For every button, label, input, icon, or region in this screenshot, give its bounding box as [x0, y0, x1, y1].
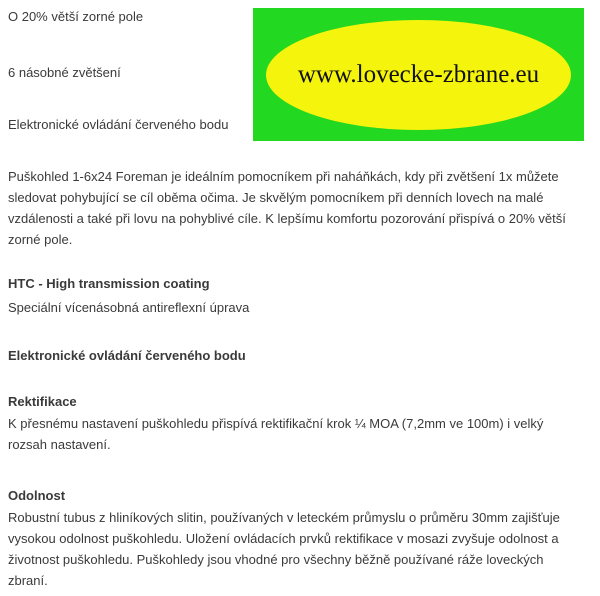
- odolnost-paragraph: [8, 507, 592, 591]
- text-line: vysokou odolnost puškohledu. Uložení ovládacích prvků rektifikace v mosazi zvyšuje odolnost a: [8, 531, 559, 546]
- text-line: Puškohled 1-6x24 Foreman je ideálním pomocníkem při naháňkách, kdy při zvětšení 1x můžete: [8, 169, 559, 184]
- text-line: zbraní.: [8, 573, 48, 588]
- text-line: životnost puškohledu. Puškohledy jsou vhodné pro všechny běžně používané ráže loveckých: [8, 552, 544, 567]
- rektifikace-title: Rektifikace: [8, 394, 77, 409]
- banner[interactable]: [253, 8, 584, 141]
- text-line: Robustní tubus z hliníkových slitin, používaných v leteckém průmyslu o průměru 30mm zajišťuje: [8, 510, 560, 525]
- htc-text: Speciální vícenásobná antireflexní úprava: [8, 300, 250, 315]
- feature-1: O 20% větší zorné pole: [8, 9, 144, 24]
- text-line: K přesnému nastavení puškohledu přispívá rektifikační krok ¼ MOA (7,2mm ve 100m) i velký: [8, 416, 544, 431]
- rektifikace-paragraph: [8, 413, 592, 455]
- odolnost-title: Odolnost: [8, 488, 66, 503]
- text-line: vzdálenosti a také při lovu na pohyblivé cíle. K lepšímu komfortu pozorování přispívá o 20% větší: [8, 211, 566, 226]
- text-line: sledovat pohybující se cíl oběma očima. Je skvělým pomocníkem při denních lovech na malé: [8, 190, 544, 205]
- text-line: rozsah nastavení.: [8, 437, 111, 452]
- intro-paragraph: [8, 166, 592, 250]
- feature-3: Elektronické ovládání červeného bodu: [8, 117, 229, 132]
- banner-url[interactable]: www.lovecke-zbrane.eu: [297, 60, 540, 88]
- feature-2: 6 násobné zvětšení: [8, 65, 121, 80]
- htc-title: HTC - High transmission coating: [8, 276, 210, 291]
- red-dot-title: Elektronické ovládání červeného bodu: [8, 348, 246, 363]
- text-line: zorné pole.: [8, 232, 73, 247]
